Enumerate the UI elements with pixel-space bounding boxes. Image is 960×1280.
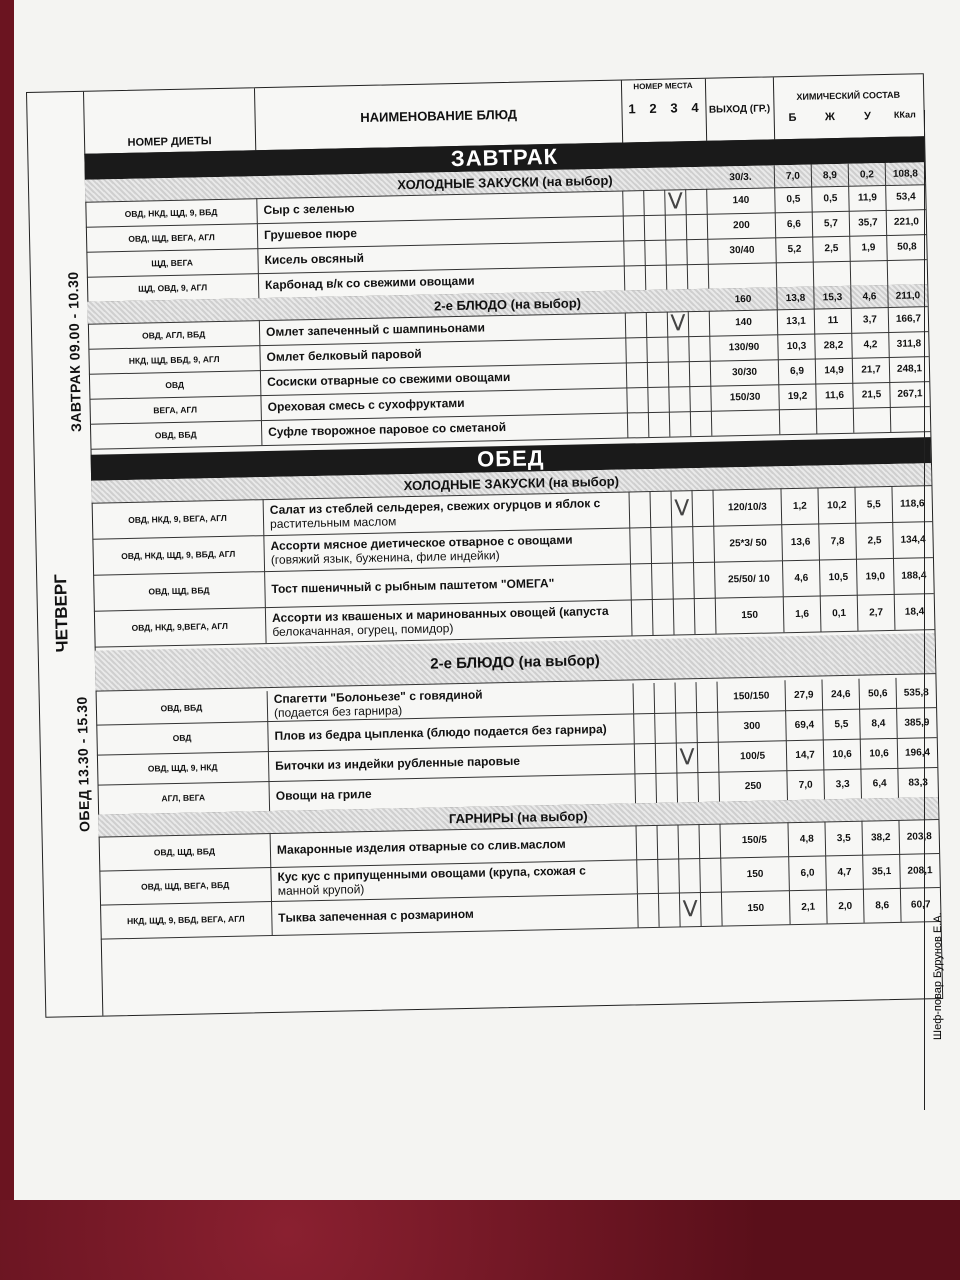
diet-codes: ОВД, ЩД, ВБД	[93, 571, 266, 611]
seat-cell-1[interactable]	[638, 893, 660, 927]
chem-column-header	[773, 74, 924, 139]
output-value: 30/30	[711, 359, 780, 385]
seat-4: 4	[691, 99, 699, 116]
kcal-value: 118,6	[899, 497, 925, 510]
fat-value: 24,6	[822, 679, 860, 710]
protein-value: 6,9	[779, 359, 817, 385]
protein-value: 4,8	[788, 821, 826, 856]
seat-cell-1[interactable]	[636, 825, 658, 859]
seat-cell-3[interactable]	[676, 712, 698, 742]
output-value: 130/90	[710, 334, 779, 360]
output-value: 150	[716, 596, 785, 633]
dish-name-line1: Овощи на гриле	[275, 786, 372, 803]
seat-cell-4[interactable]	[698, 772, 720, 802]
dish-name-line1: Спагетти "Болоньезе" с говядиной	[273, 687, 483, 706]
seat-cell-1[interactable]	[629, 491, 651, 527]
seat-cell-2[interactable]	[652, 563, 674, 599]
diet-codes: ОВД, НКД, 9, ВЕГА, АГЛ	[92, 499, 265, 539]
dish-name-line2: манной крупой)	[277, 882, 365, 898]
carb-header: У	[863, 110, 871, 123]
seat-cell-2[interactable]	[656, 743, 678, 773]
carb-value	[854, 407, 892, 433]
seat-cell-1[interactable]	[626, 337, 648, 362]
diet-codes: ОВД, НКД, 9,ВЕГА, АГЛ	[94, 607, 267, 647]
seat-cell-1[interactable]	[627, 387, 649, 412]
output-value: 150/30	[711, 384, 780, 410]
seat-cell-1[interactable]	[627, 362, 649, 387]
seat-cell-1[interactable]	[631, 563, 653, 599]
fat-value: 15,3	[814, 286, 851, 309]
seat-cell-3[interactable]	[671, 490, 693, 526]
protein-value: 14,7	[787, 739, 825, 770]
carb-value: 4,2	[852, 332, 890, 358]
seat-cell-1[interactable]	[625, 265, 647, 290]
seat-cell-3[interactable]	[668, 311, 690, 336]
fat-value: 8,9	[812, 164, 849, 187]
diet-codes: ОВД, АГЛ, ВБД	[88, 320, 260, 349]
carb-value: 19,0	[857, 558, 895, 595]
protein-value: 19,2	[779, 384, 817, 410]
dish-name-line1: Кус кус с припущенными овощами (крупа, схожая с	[277, 863, 586, 884]
protein-value	[780, 409, 818, 435]
diet-codes: ЩД, ОВД, 9, АГЛ	[87, 273, 259, 302]
diet-codes: ОВД, ВБД	[96, 691, 269, 725]
kcal-value: 166,7	[895, 313, 922, 325]
seat-cell-3[interactable]	[666, 214, 688, 239]
dish-name-line1: Омлет запеченный с шампиньонами	[265, 320, 486, 340]
dish-name-line1: Кисель овсяный	[264, 251, 365, 268]
seat-cell-4[interactable]	[693, 526, 715, 562]
carb-value: 0,2	[849, 163, 886, 186]
output-value: 150/5	[720, 822, 789, 857]
kcal-value: 196,4	[904, 746, 931, 759]
seat-cell-2[interactable]	[650, 491, 672, 527]
dish-name-line1: Ореховая смесь с сухофруктами	[267, 396, 465, 415]
output-value: 25*3/ 50	[714, 524, 783, 561]
carb-value	[851, 260, 889, 286]
seat-cell-2[interactable]	[651, 527, 673, 563]
kcal-value: 108,8	[892, 167, 919, 180]
output-value	[709, 262, 778, 288]
lunch-cold-header-label: ХОЛОДНЫЕ ЗАКУСКИ (на выбор)	[403, 473, 620, 493]
seat-cell-4[interactable]	[697, 682, 719, 712]
seat-cell-4[interactable]	[701, 892, 723, 926]
seat-cell-2[interactable]	[655, 713, 677, 743]
output-value: 140	[710, 309, 779, 335]
output-value: 160	[709, 287, 777, 310]
kcal-value: 53,4	[896, 191, 916, 203]
seat-cell-3[interactable]	[678, 824, 700, 858]
kcal-value: 267,1	[897, 388, 923, 400]
seat-cell-3[interactable]	[667, 264, 689, 289]
kcal-value: 221,0	[893, 216, 920, 228]
carb-value: 2,5	[856, 522, 894, 559]
diet-codes: ОВД, ЩД, ВЕГА, АГЛ	[86, 223, 258, 252]
seat-cell-4[interactable]	[698, 742, 720, 772]
fat-value: 5,7	[813, 211, 851, 237]
dish-name-line2: растительным маслом	[269, 514, 397, 531]
fat-value: 10,2	[818, 487, 856, 524]
protein-value: 0,5	[775, 187, 813, 213]
carb-value: 6,4	[861, 768, 899, 799]
output-value: 25/50/ 10	[715, 560, 784, 597]
dish-name-line2: (подается без гарнира)	[273, 703, 403, 720]
output-value: 120/10/3	[713, 488, 782, 525]
carb-value: 21,5	[853, 382, 891, 408]
seat-cell-4[interactable]	[690, 361, 712, 386]
diet-codes: ОВД, НКД, ЩД, 9, ВБД	[85, 198, 257, 227]
output-value: 200	[708, 212, 777, 238]
seat-cell-4[interactable]	[686, 189, 708, 214]
seat-cell-3[interactable]	[677, 742, 699, 772]
breakfast-cold-header-label: ХОЛОДНЫЕ ЗАКУСКИ (на выбор)	[397, 172, 613, 192]
seat-cell-2[interactable]	[658, 858, 680, 892]
seat-cell-1[interactable]	[635, 773, 657, 803]
protein-value: 1,2	[781, 487, 819, 524]
protein-value: 7,0	[787, 769, 825, 800]
dish-name-line1: Салат из стеблей сельдерея, свежих огурцов и яблок с	[269, 495, 601, 517]
protein-value: 13,6	[782, 523, 820, 560]
seat-cell-3[interactable]	[676, 682, 698, 712]
seat-cell-4[interactable]	[699, 824, 721, 858]
fat-value	[814, 261, 852, 287]
fat-value: 3,3	[824, 769, 862, 800]
seat-3: 3	[670, 100, 678, 116]
menu-table	[26, 73, 943, 1018]
kcal-value: 203,8	[906, 830, 932, 843]
kcal-header: ККал	[893, 109, 916, 120]
kcal-value: 311,8	[896, 338, 922, 350]
protein-value: 10,3	[778, 334, 816, 360]
carb-value: 50,6	[859, 678, 897, 709]
seat-cell-3[interactable]	[665, 189, 687, 214]
dish-name-line1: Сыр с зеленью	[263, 201, 355, 218]
seat-cell-4[interactable]	[690, 386, 712, 411]
dish-name-line1: Омлет белковый паровой	[266, 347, 422, 365]
output-value: 300	[718, 710, 787, 741]
diet-codes: ОВД, НКД, ЩД, 9, ВБД, АГЛ	[92, 535, 265, 575]
seat-cell-2[interactable]	[647, 312, 669, 337]
fat-value: 10,6	[824, 739, 862, 770]
protein-value: 4,6	[783, 559, 821, 596]
seat-cell-2[interactable]	[656, 773, 678, 803]
diet-codes: ОВД	[96, 721, 269, 755]
diet-codes: ВЕГА, АГЛ	[89, 395, 261, 424]
output-value: 30/40	[708, 237, 777, 263]
seat-cell-2[interactable]	[645, 240, 667, 265]
diet-codes: НКД, ЩД, 9, ВБД, ВЕГА, АГЛ	[100, 901, 273, 939]
seat-cell-3[interactable]	[668, 336, 690, 361]
lunch-band: ОБЕД	[91, 437, 931, 481]
dish-name-line1: Сосиски отварные со свежими овощами	[266, 370, 511, 390]
seat-cell-4[interactable]	[695, 598, 717, 634]
carb-value: 8,6	[864, 888, 902, 923]
seat-cell-1[interactable]	[624, 215, 646, 240]
dish-name-line1: Тост пшеничный с рыбным паштетом "ОМЕГА"	[271, 575, 555, 596]
seat-header-label: НОМЕР МЕСТА	[633, 81, 693, 92]
seat-cell-1[interactable]	[628, 412, 650, 437]
carb-value: 35,1	[863, 854, 901, 889]
kcal-value: 535,8	[903, 686, 929, 699]
seat-cell-1[interactable]	[626, 312, 648, 337]
seat-cell-2[interactable]	[645, 215, 667, 240]
fat-value: 4,7	[826, 855, 864, 890]
fat-value: 28,2	[815, 333, 853, 359]
fat-value: 7,8	[819, 523, 857, 560]
seat-cell-1[interactable]	[634, 683, 656, 713]
carb-value: 1,9	[850, 235, 888, 261]
seat-cell-1[interactable]	[637, 859, 659, 893]
output-value	[712, 409, 781, 435]
dish-name	[266, 599, 633, 643]
fat-value: 5,5	[823, 709, 861, 740]
kcal-value: 134,4	[900, 533, 926, 546]
check-mark-icon: V	[674, 495, 690, 522]
seat-cell-3[interactable]	[674, 598, 696, 634]
kcal-value: 248,1	[896, 363, 923, 375]
kcal-value: 385,9	[904, 716, 930, 729]
diet-codes: АГЛ, ВЕГА	[98, 781, 271, 815]
diet-codes: ОВД, ЩД, ВЕГА, ВБД	[99, 867, 272, 905]
check-mark-icon: V	[679, 744, 695, 770]
output-value: 150	[722, 890, 791, 925]
seat-cell-2[interactable]	[644, 190, 666, 215]
seat-cell-3[interactable]	[669, 386, 691, 411]
protein-value: 27,9	[785, 679, 823, 710]
dish-name-line1: Суфле творожное паровое со сметаной	[268, 420, 507, 440]
seat-cell-4[interactable]	[694, 562, 716, 598]
fat-value: 14,9	[816, 358, 854, 384]
protein-header: Б	[788, 111, 797, 125]
seat-cell-1[interactable]	[635, 743, 657, 773]
diet-codes: ЩД, ВЕГА	[86, 248, 258, 277]
carb-value: 35,7	[850, 210, 888, 236]
seat-numbers	[621, 100, 705, 117]
seat-cell-2[interactable]	[655, 683, 677, 713]
breakfast-time-label: ЗАВТРАК 09.00 - 10.30	[64, 271, 85, 433]
dish-name-line1: Макаронные изделия отварные со слив.маслом	[276, 836, 566, 857]
chem-header-label: ХИМИЧЕСКИЙ СОСТАВ	[796, 89, 901, 102]
tablecloth	[0, 1200, 960, 1280]
dish-name-line1: Биточки из индейки рубленные паровые	[275, 753, 521, 773]
lunch-time-label: ОБЕД 13.30 - 15.30	[73, 696, 93, 833]
protein-value: 13,1	[778, 309, 816, 335]
fat-value: 11	[815, 308, 853, 334]
fat-value: 3,5	[825, 821, 863, 856]
kcal-value: 208,1	[907, 864, 933, 877]
kcal-value: 50,8	[897, 241, 917, 253]
dish-name	[272, 893, 639, 935]
seat-cell-3[interactable]	[673, 562, 695, 598]
seat-cell-4[interactable]	[700, 858, 722, 892]
protein-value: 7,0	[775, 165, 812, 188]
protein-value: 1,6	[784, 595, 822, 632]
seat-cell-1[interactable]	[624, 240, 646, 265]
dish-name-line1: Ассорти из квашеных и маринованных овощей (капуста	[271, 603, 609, 625]
kcal-value: 188,4	[901, 569, 927, 582]
carb-value: 38,2	[862, 820, 900, 855]
check-mark-icon: V	[670, 311, 686, 337]
seat-cell-4[interactable]	[697, 712, 719, 742]
dish-name-line1: Плов из бедра цыпленка (блюдо подается без гарнира)	[274, 721, 607, 743]
seat-cell-4[interactable]	[691, 411, 713, 436]
dish-column-header: НАИМЕНОВАНИЕ БЛЮД	[255, 81, 623, 151]
fat-value: 2,5	[813, 236, 851, 262]
dish-name-line1: Ассорти мясное диетическое отварное с овощами	[270, 532, 573, 553]
output-value: 140	[707, 187, 776, 213]
diet-codes: ОВД, ЩД, 9, НКД	[97, 751, 270, 785]
seat-cell-3[interactable]	[670, 411, 692, 436]
protein-value: 2,1	[790, 889, 828, 924]
seat-cell-3[interactable]	[679, 858, 701, 892]
check-mark-icon: V	[667, 189, 684, 215]
fat-value: 0,1	[821, 595, 859, 632]
fat-value: 11,6	[816, 383, 854, 409]
seat-2: 2	[649, 100, 657, 116]
chem-subheaders	[774, 109, 924, 124]
protein-value: 6,0	[789, 855, 827, 890]
seat-cell-2[interactable]	[659, 892, 681, 926]
check-mark-icon: V	[682, 896, 699, 922]
carb-value: 4,6	[851, 285, 888, 308]
carb-value: 3,7	[852, 307, 890, 333]
fat-value: 10,5	[820, 559, 858, 596]
protein-value	[777, 262, 815, 288]
fat-value: 0,5	[812, 186, 850, 212]
carb-value: 10,6	[861, 738, 899, 769]
dish-name-line1: Грушевое пюре	[263, 226, 358, 243]
seat-cell-4[interactable]	[687, 214, 709, 239]
seat-cell-2[interactable]	[653, 599, 675, 635]
dish-name-line2: белокачанная, огурец, помидор)	[272, 621, 454, 639]
seat-cell-4[interactable]	[692, 490, 714, 526]
carb-value: 2,7	[858, 594, 896, 631]
seat-1: 1	[628, 101, 636, 117]
protein-value: 5,2	[776, 237, 814, 263]
carb-value: 11,9	[849, 185, 887, 211]
output-value: 150	[721, 856, 790, 891]
seat-cell-3[interactable]	[680, 892, 702, 926]
kcal-value: 60,7	[910, 898, 931, 911]
seat-cell-2[interactable]	[649, 412, 671, 437]
seat-column-header	[621, 79, 707, 143]
protein-value: 13,8	[777, 287, 814, 310]
carb-value: 8,4	[860, 708, 898, 739]
breakfast-second-header-label: 2-е БЛЮДО (на выбор)	[433, 294, 582, 313]
seat-cell-2[interactable]	[646, 265, 668, 290]
seat-cell-3[interactable]	[672, 526, 694, 562]
output-value: 150/150	[718, 680, 787, 711]
seat-cell-3[interactable]	[677, 772, 699, 802]
seat-cell-1[interactable]	[623, 190, 645, 215]
dish-name-line1: Карбонад в/к со свежими овощами	[264, 273, 475, 293]
fat-value: 2,0	[827, 889, 865, 924]
kcal-value: 18,4	[904, 605, 925, 618]
kcal-value: 83,3	[908, 776, 929, 789]
diet-codes: ОВД, ЩД, ВБД	[99, 833, 272, 871]
carb-value: 5,5	[855, 486, 893, 523]
protein-value: 6,6	[776, 212, 814, 238]
diet-codes: НКД, ЩД, ВБД, 9, АГЛ	[88, 345, 260, 374]
carb-value: 21,7	[853, 357, 891, 383]
seat-cell-1[interactable]	[630, 527, 652, 563]
seat-cell-4[interactable]	[689, 311, 711, 336]
diet-column-header: НОМЕР ДИЕТЫ	[83, 88, 256, 154]
seat-cell-2[interactable]	[657, 824, 679, 858]
seat-cell-1[interactable]	[632, 599, 654, 635]
seat-cell-4[interactable]	[689, 336, 711, 361]
diet-codes: ОВД, ВБД	[90, 420, 262, 449]
dish-name-line2: (говяжий язык, буженина, филе индейки)	[270, 548, 500, 567]
seat-cell-3[interactable]	[669, 361, 691, 386]
output-value: 100/5	[719, 740, 788, 771]
day-label: ЧЕТВЕРГ	[51, 573, 72, 653]
lunch-second-header-label: 2-е БЛЮДО (на выбор)	[430, 651, 600, 673]
breakfast-band: ЗАВТРАК	[84, 136, 924, 180]
protein-value: 69,4	[786, 709, 824, 740]
output-column-header: ВЫХОД (ГР.)	[705, 77, 775, 140]
seat-cell-2[interactable]	[648, 387, 670, 412]
dish-name-line1: Тыква запеченная с розмарином	[278, 906, 474, 925]
seat-cell-3[interactable]	[666, 239, 688, 264]
seat-cell-1[interactable]	[634, 713, 656, 743]
fat-header: Ж	[824, 111, 836, 124]
kcal-value	[888, 259, 928, 285]
garnish-header-label: ГАРНИРЫ (на выбор)	[448, 807, 588, 826]
diet-codes: ОВД	[89, 370, 261, 399]
fat-value	[817, 408, 855, 434]
kcal-value: 211,0	[895, 289, 921, 302]
seat-cell-2[interactable]	[648, 362, 670, 387]
seat-cell-4[interactable]	[688, 264, 710, 289]
seat-cell-4[interactable]	[687, 239, 709, 264]
seat-cell-2[interactable]	[647, 337, 669, 362]
output-value: 250	[719, 770, 788, 801]
output-value: 30/3.	[707, 165, 775, 188]
chef-signature: Шеф-повар Бурунов Е.А.	[932, 912, 944, 1040]
